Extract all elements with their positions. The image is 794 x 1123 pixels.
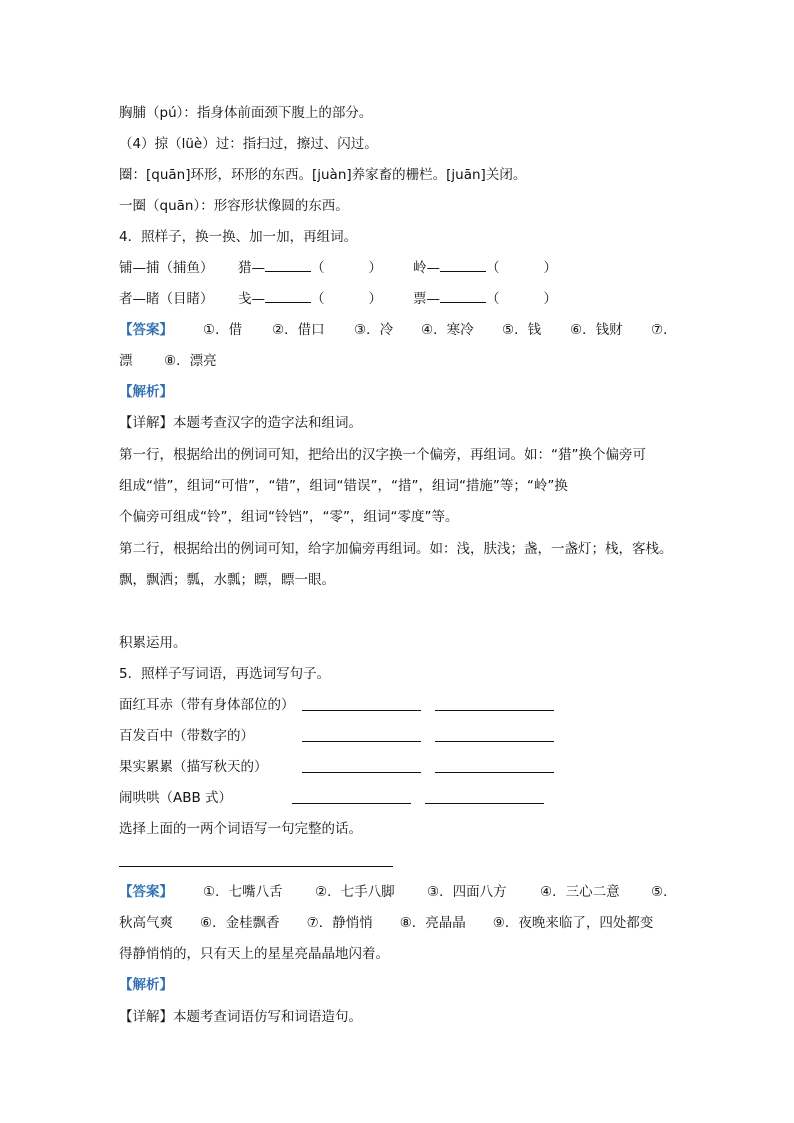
- paren: （: [311, 260, 325, 276]
- paren: ）: [368, 291, 382, 307]
- answer-item: ③．冷: [354, 322, 394, 338]
- answer-item: ⑥．钱财: [570, 322, 623, 338]
- detail-label: 【详解】: [119, 1009, 173, 1025]
- analysis-detail: [119, 414, 362, 432]
- answer-item: ①．借: [203, 322, 243, 338]
- q4-item: [413, 290, 557, 308]
- q5-example: 面红耳赤（带有身体部位的）: [119, 697, 295, 713]
- section-label: 积累运用。: [119, 635, 187, 651]
- answer-line: [435, 741, 554, 742]
- analysis-paragraph: 组成“惜”，组词“可惜”，“错”，组词“错误”，“措”，组词“措施”等；“岭”换: [119, 478, 568, 494]
- analysis-paragraph: 飘，飘洒；瓢，水瓢；瞟，瞟一眼。: [119, 572, 335, 588]
- detail-label: 【详解】: [119, 415, 173, 431]
- paren: ）: [543, 260, 557, 276]
- answer-line: [292, 803, 411, 804]
- answer-line: [435, 772, 554, 773]
- detail-text: 本题考查词语仿写和词语造句。: [173, 1009, 362, 1025]
- answer-line: [302, 710, 421, 711]
- answer-line: [435, 710, 554, 711]
- answer-line-text: 得静悄悄的，只有天上的星星亮晶晶地闪着。: [119, 946, 389, 962]
- q4-char: 岭—: [413, 260, 440, 276]
- answer-item: 漂: [119, 353, 133, 369]
- q5-example: 果实累累（描写秋天的）: [119, 759, 268, 775]
- sentence-line: [119, 866, 393, 867]
- answer-item: ⑤．钱: [502, 322, 542, 338]
- analysis-paragraph: 第二行，根据给出的例词可知，给字加偏旁再组词。如：浅，肤浅；盏，一盏灯；栈，客栈。: [119, 541, 673, 557]
- definition-line: 胸脯（pú）：指身体前面颈下腹上的部分。: [119, 105, 373, 121]
- answer-blank: [265, 290, 311, 303]
- definition-line: （4）掠（lüè）过：指扫过，擦过、闪过。: [119, 136, 378, 152]
- answer-line: [302, 772, 421, 773]
- analysis-detail: [119, 1008, 362, 1026]
- answer-label: 【答案】: [119, 322, 173, 338]
- q5-example: 百发百中（带数字的）: [119, 728, 254, 744]
- q4-example: 铺—捕（捕鱼）: [119, 260, 214, 276]
- q5-example: 闹哄哄（ABB 式）: [119, 790, 233, 806]
- paren: （: [486, 291, 500, 307]
- answer-item: ⑦．: [651, 322, 677, 338]
- q4-item: [413, 259, 557, 277]
- q4-char: 猎—: [238, 260, 265, 276]
- answer-item: ④．三心二意: [540, 884, 620, 900]
- answer-blank: [440, 259, 486, 272]
- answer-item: ②．借口: [272, 322, 325, 338]
- answer-label: 【答案】: [119, 884, 173, 900]
- answer-item: ⑤．: [651, 884, 677, 900]
- q4-example: 者—睹（目睹）: [119, 291, 214, 307]
- q4-char: 戋—: [238, 291, 265, 307]
- question-4-title: 4．照样子，换一换、加一加，再组词。: [119, 229, 358, 245]
- analysis-paragraph: 个偏旁可组成“铃”，组词“铃铛”，“零”，组词“零度”等。: [119, 509, 459, 525]
- answer-item: ④．寒冷: [421, 322, 474, 338]
- answer-blank: [265, 259, 311, 272]
- q4-char: 票—: [413, 291, 440, 307]
- answer-item: ①．七嘴八舌: [203, 884, 283, 900]
- question-5-title: 5．照样子写词语，再选词写句子。: [119, 666, 331, 682]
- definition-line: 圈：[quān]环形，环形的东西。[juàn]养家畜的栅栏。[juān]关闭。: [119, 167, 527, 183]
- answer-line-text: 秋高气爽 ⑥．金桂飘香 ⑦．静悄悄 ⑧．亮晶晶 ⑨．夜晚来临了，四处都变: [119, 915, 654, 931]
- paren: ）: [368, 260, 382, 276]
- paren: （: [311, 291, 325, 307]
- q4-item: [238, 290, 382, 308]
- paren: （: [486, 260, 500, 276]
- paren: ）: [543, 291, 557, 307]
- answer-item: ②．七手八脚: [315, 884, 395, 900]
- answer-blank: [440, 290, 486, 303]
- answer-line: [302, 741, 421, 742]
- analysis-label: 【解析】: [119, 977, 173, 993]
- detail-text: 本题考查汉字的造字法和组词。: [173, 415, 362, 431]
- answer-item: ⑧．漂亮: [164, 353, 217, 369]
- analysis-paragraph: 第一行，根据给出的例词可知，把给出的汉字换一个偏旁，再组词。如：“猎”换个偏旁可: [119, 447, 646, 463]
- analysis-label: 【解析】: [119, 384, 173, 400]
- answer-line: [425, 803, 544, 804]
- q5-prompt: 选择上面的一两个词语写一句完整的话。: [119, 821, 362, 837]
- q4-item: [238, 259, 382, 277]
- definition-line: 一圈（quān）：形容形状像圆的东西。: [119, 198, 349, 214]
- answer-item: ③．四面八方: [427, 884, 507, 900]
